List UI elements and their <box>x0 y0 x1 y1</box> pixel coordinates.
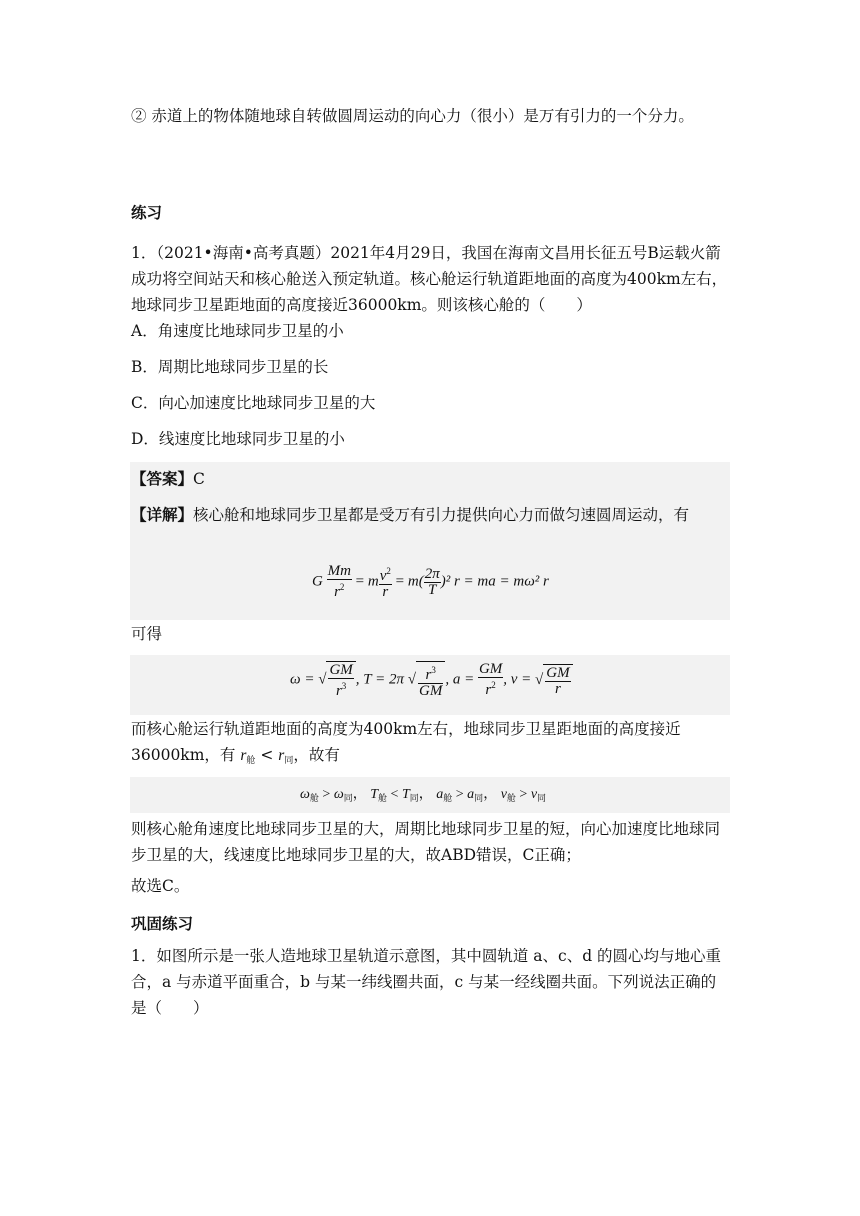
conclusion-line-2: 36000km，有 $r_舱 < r_同$，故有 <box>131 746 340 766</box>
option-b: B．周期比地球同步卫星的长 <box>131 358 329 376</box>
frac-mm-r2: $\frac{Mm}{r^2}$ <box>327 563 351 600</box>
equation-comparisons: $\omega_舱 > \omega_同$， $T_舱 < T_同$， $a_舱 > a_同$， $v_舱 > v_同$ <box>300 787 547 803</box>
frac-2pi-t: $\frac{2\pi}{T}$ <box>424 565 440 598</box>
conclusion-line-1: 而核心舱运行轨道距地面的高度为400km左右，地球同步卫星距地面的高度接近 <box>131 720 681 738</box>
intro-paragraph: ② 赤道上的物体随地球自转做圆周运动的向心力（很小）是万有引力的一个分力。 <box>131 107 694 125</box>
detail-paragraph <box>131 502 730 528</box>
answer-value: C <box>193 470 205 488</box>
consolidation-heading: 巩固练习 <box>131 915 194 933</box>
option-a: A．角速度比地球同步卫星的小 <box>131 322 344 340</box>
kede-text: 可得 <box>131 625 163 643</box>
practice-heading: 练习 <box>131 204 163 222</box>
detail-text: 核心舱和地球同步卫星都是受万有引力提供向心力而做匀速圆周运动，有 <box>193 506 690 524</box>
option-d: D．线速度比地球同步卫星的小 <box>131 430 345 448</box>
answer-label: 【答案】 <box>131 469 194 488</box>
answer-line <box>131 466 730 492</box>
option-c: C．向心加速度比地球同步卫星的大 <box>131 394 376 412</box>
choose-text: 故选C。 <box>131 877 190 895</box>
result-paragraph: 则核心舱角速度比地球同步卫星的大，周期比地球同步卫星的短，向心加速度比地球同步卫星的大，线速度比地球同步卫星的大，故ABD错误，C正确； <box>131 820 721 864</box>
frac-v2-r: $\frac{v^2}{r}$ <box>379 566 391 600</box>
equation-results: ω = √ $\frac{GM}{r^3}$ , T = 2π √ $\frac{r^3}{GM}$ , a = $\frac{GM}{r^2}$ , v = √ $\frac{GM}{r}$ <box>290 661 573 699</box>
consolidation-question: 1．如图所示是一张人造地球卫星轨道示意图，其中圆轨道 a、c、d 的圆心均与地心重合，a 与赤道平面重合，b 与某一纬线圈共面，c 与某一经线圈共面。下列说法正确的是（ ） <box>131 947 722 1017</box>
detail-label: 【详解】 <box>131 505 194 524</box>
practice-question: 1．（2021•海南•高考真题）2021年4月29日，我国在海南文昌用长征五号B运载火箭成功将空间站天和核心舱送入预定轨道。核心舱运行轨道距地面的高度为400km左右，地球同步卫星距地面的高度接近36000km。则该核心舱的（ ） <box>131 244 728 314</box>
equation-gravity: G $\frac{Mm}{r^2}$ = m $\frac{v^2}{r}$ = m( $\frac{2\pi}{T}$ )² r = ma = mω² r <box>312 563 549 600</box>
